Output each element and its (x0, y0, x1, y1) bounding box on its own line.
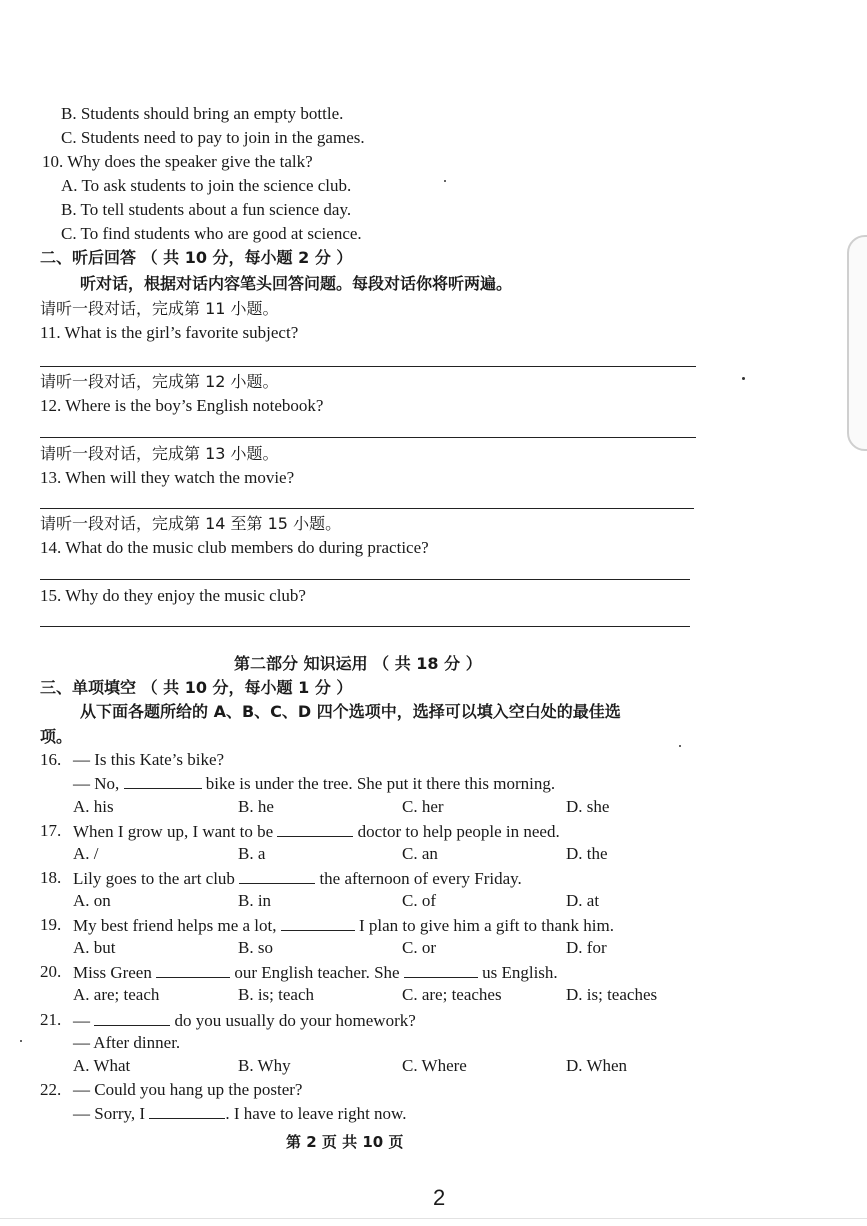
prompt-14-15: 请听一段对话，完成第 14 至第 15 小题。 (40, 514, 342, 533)
fill-blank[interactable] (124, 773, 202, 789)
q9-option-b: B. Students should bring an empty bottle. (61, 104, 344, 123)
fill-blank[interactable] (149, 1103, 225, 1119)
option-d[interactable]: D. When (566, 1056, 628, 1075)
question-stem (73, 915, 614, 936)
page-footer-label: 第 2 页 共 10 页 (286, 1133, 404, 1151)
stem-text: the afternoon of every Friday. (315, 869, 522, 888)
q9-option-c: C. Students need to pay to join in the games. (61, 128, 365, 147)
fill-blank[interactable] (281, 915, 355, 931)
scan-speck (444, 180, 446, 182)
section3-instruction-line1: 从下面各题所给的 A、B、C、D 四个选项中，选择可以填入空白处的最佳选 (80, 702, 621, 721)
question-13: 13. When will they watch the movie? (40, 468, 295, 487)
option-a[interactable]: A. are; teach (73, 985, 160, 1004)
option-b[interactable]: B. he (238, 797, 274, 816)
question-stem: — Is this Kate’s bike? (73, 750, 225, 769)
stem-text: bike is under the tree. She put it there this morning. (201, 774, 556, 793)
stem-text: When I grow up, I want to be (73, 822, 278, 841)
page-edge-artifact (847, 235, 867, 451)
option-a[interactable]: A. / (73, 844, 99, 863)
scan-speck (742, 377, 745, 380)
section2-instruction: 听对话，根据对话内容笔头回答问题。每段对话你将听两遍。 (80, 274, 513, 293)
stem-text: Lily goes to the art club (73, 869, 240, 888)
prompt-13: 请听一段对话，完成第 13 小题。 (40, 444, 279, 463)
question-number: 18. (40, 868, 62, 887)
fill-blank[interactable] (239, 868, 315, 884)
option-c[interactable]: C. an (402, 844, 438, 863)
question-stem (73, 1010, 416, 1031)
question-stem: — After dinner. (73, 1033, 181, 1052)
prompt-11: 请听一段对话，完成第 11 小题。 (40, 299, 279, 318)
stem-text: . I have to leave right now. (225, 1104, 407, 1123)
question-number: 21. (40, 1010, 62, 1029)
option-c[interactable]: C. her (402, 797, 444, 816)
section3-instruction-line2: 项。 (40, 727, 73, 746)
option-a[interactable]: A. on (73, 891, 111, 910)
option-b[interactable]: B. a (238, 844, 266, 863)
option-b[interactable]: B. Why (238, 1056, 291, 1075)
q10-option-c: C. To find students who are good at science. (61, 224, 362, 243)
fill-blank[interactable] (156, 962, 230, 978)
question-stem (73, 868, 522, 889)
stem-text: do you usually do your homework? (170, 1011, 416, 1030)
scan-speck (679, 745, 681, 747)
stem-text: us English. (477, 963, 558, 982)
option-d[interactable]: D. is; teaches (566, 985, 658, 1004)
answer-line-15[interactable] (40, 626, 690, 627)
q10-option-a: A. To ask students to join the science club. (61, 176, 352, 195)
question-number: 20. (40, 962, 62, 981)
page-number: 2 (433, 1185, 446, 1210)
part2-title: 第二部分 知识运用 （ 共 18 分 ） (234, 654, 482, 673)
option-d[interactable]: D. at (566, 891, 600, 910)
stem-text: — No, (73, 774, 124, 793)
prompt-12: 请听一段对话，完成第 12 小题。 (40, 372, 279, 391)
option-d[interactable]: D. for (566, 938, 607, 957)
fill-blank[interactable] (404, 962, 478, 978)
question-14: 14. What do the music club members do during practice? (40, 538, 429, 557)
stem-text: doctor to help people in need. (353, 822, 560, 841)
question-number: 22. (40, 1080, 62, 1099)
section3-heading: 三、单项填空 （ 共 10 分，每小题 1 分 ） (40, 678, 353, 697)
q10-question: 10. Why does the speaker give the talk? (42, 152, 313, 171)
question-number: 16. (40, 750, 62, 769)
question-stem (73, 962, 558, 983)
option-a[interactable]: A. his (73, 797, 114, 816)
option-a[interactable]: A. but (73, 938, 116, 957)
option-c[interactable]: C. or (402, 938, 436, 957)
option-b[interactable]: B. so (238, 938, 273, 957)
option-a[interactable]: A. What (73, 1056, 131, 1075)
stem-text: My best friend helps me a lot, (73, 916, 281, 935)
answer-line-11[interactable] (40, 366, 696, 367)
question-stem (73, 773, 555, 794)
question-15: 15. Why do they enjoy the music club? (40, 586, 306, 605)
option-b[interactable]: B. is; teach (238, 985, 315, 1004)
stem-text: I plan to give him a gift to thank him. (354, 916, 614, 935)
question-stem: — Could you hang up the poster? (73, 1080, 303, 1099)
stem-text: — (73, 1011, 95, 1030)
question-12: 12. Where is the boy’s English notebook? (40, 396, 324, 415)
question-number: 17. (40, 821, 62, 840)
option-d[interactable]: D. the (566, 844, 608, 863)
stem-text: our English teacher. She (230, 963, 404, 982)
fill-blank[interactable] (94, 1010, 170, 1026)
answer-line-14[interactable] (40, 579, 690, 580)
stem-text: — Sorry, I (73, 1104, 150, 1123)
scan-speck (20, 1040, 22, 1042)
question-stem (73, 821, 560, 842)
answer-line-12[interactable] (40, 437, 696, 438)
stem-text: Miss Green (73, 963, 157, 982)
option-c[interactable]: C. are; teaches (402, 985, 502, 1004)
question-stem (73, 1103, 406, 1124)
option-b[interactable]: B. in (238, 891, 272, 910)
fill-blank[interactable] (277, 821, 353, 837)
option-c[interactable]: C. of (402, 891, 436, 910)
page-bottom-edge (0, 1218, 867, 1219)
question-11: 11. What is the girl’s favorite subject? (40, 323, 299, 342)
option-d[interactable]: D. she (566, 797, 610, 816)
q10-option-b: B. To tell students about a fun science day. (61, 200, 352, 219)
question-number: 19. (40, 915, 62, 934)
option-c[interactable]: C. Where (402, 1056, 467, 1075)
section2-heading: 二、听后回答 （ 共 10 分，每小题 2 分 ） (40, 248, 353, 267)
answer-line-13[interactable] (40, 508, 694, 509)
